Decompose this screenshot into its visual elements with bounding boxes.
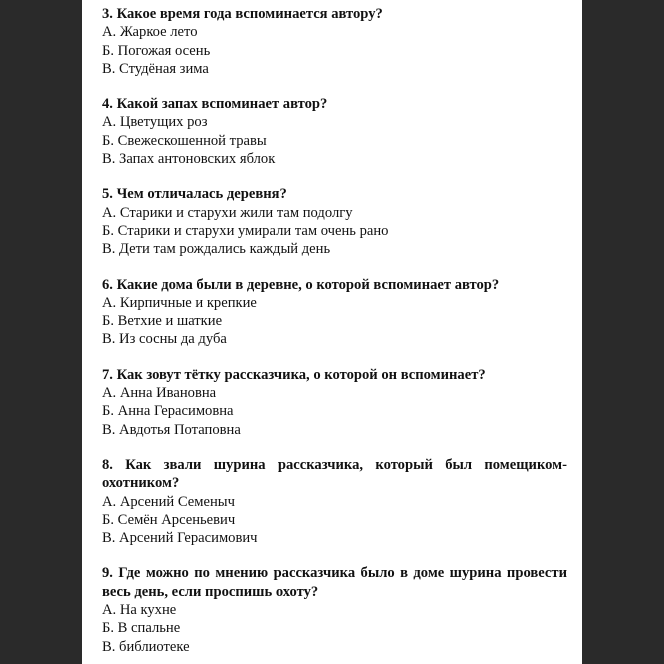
question-5 xyxy=(102,185,567,258)
question-title: 5. Чем отличалась деревня? xyxy=(102,186,287,203)
answer-option: А. Анна Ивановна xyxy=(102,385,217,402)
answer-option: Б. Ветхие и шаткие xyxy=(102,313,223,330)
question-8 xyxy=(102,456,567,547)
question-3 xyxy=(102,5,567,78)
answer-option: А. На кухне xyxy=(102,602,177,619)
answer-option: В. Дети там рождались каждый день xyxy=(102,241,331,258)
answer-option: А. Старики и старухи жили там подолгу xyxy=(102,204,353,221)
answer-option: Б. Старики и старухи умирали там очень рано xyxy=(102,222,389,239)
answer-option: А. Арсений Семеныч xyxy=(102,493,235,510)
question-6 xyxy=(102,276,567,349)
answer-option: В. Авдотья Потаповна xyxy=(102,421,241,438)
answer-option: В. Из сосны да дуба xyxy=(102,331,227,348)
answer-option: Б. Погожая осень xyxy=(102,42,211,59)
answer-option: А. Цветущих роз xyxy=(102,114,208,131)
answer-option: В. библиотеке xyxy=(102,638,190,655)
question-title: 8. Как звали шурина рассказчика, который был помещиком-охотником? xyxy=(102,456,567,492)
question-title: 3. Какое время года вспоминается автору? xyxy=(102,6,383,22)
answer-option: В. Арсений Герасимович xyxy=(102,530,258,547)
answer-option: А. Жаркое лето xyxy=(102,24,198,41)
question-title: 9. Где можно по мнению рассказчика было в доме шурина провести весь день, если проспишь охоту? xyxy=(102,565,567,600)
answer-option: А. Кирпичные и крепкие xyxy=(102,294,257,311)
answer-option: Б. Семён Арсеньевич xyxy=(102,511,236,528)
answer-option: Б. Свежескошенной травы xyxy=(102,132,267,149)
question-title: 7. Как зовут тётку рассказчика, о которой он вспоминает? xyxy=(102,366,486,383)
question-4 xyxy=(102,95,567,168)
question-9 xyxy=(102,564,567,655)
question-title: 4. Какой запах вспоминает автор? xyxy=(102,96,328,113)
answer-option: Б. В спальне xyxy=(102,620,181,637)
question-title: 6. Какие дома были в деревне, о которой вспоминает автор? xyxy=(102,276,500,293)
answer-option: В. Студёная зима xyxy=(102,60,209,77)
answer-option: Б. Анна Герасимовна xyxy=(102,403,234,420)
quiz-content xyxy=(102,5,567,664)
document-page xyxy=(82,0,582,664)
answer-option: В. Запах антоновских яблок xyxy=(102,151,276,168)
question-7 xyxy=(102,366,567,439)
